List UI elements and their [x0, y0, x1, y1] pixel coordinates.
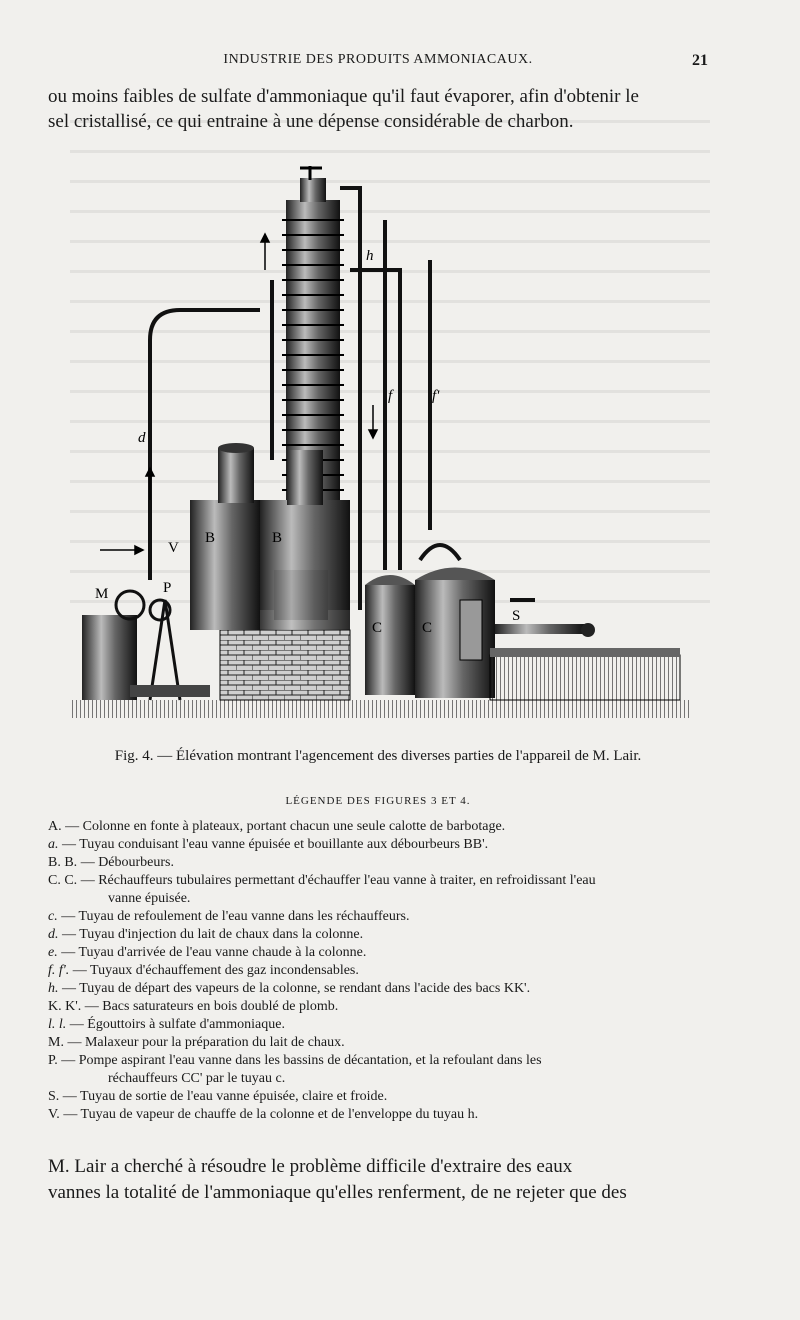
apparatus-engraving	[60, 160, 700, 730]
label-S: S	[512, 608, 521, 624]
legend-title: LÉGENDE DES FIGURES 3 ET 4.	[285, 795, 471, 807]
legend-key: V.	[48, 1107, 60, 1122]
legend-entry	[48, 962, 710, 980]
label-C-prime: C	[422, 620, 433, 636]
running-title: INDUSTRIE DES PRODUITS AMMONIACAUX.	[223, 52, 533, 67]
label-h: h	[366, 248, 374, 264]
legend-text: — Pompe aspirant l'eau vanne dans les bassins de décantation, et la refoulant dans les	[57, 1053, 542, 1068]
brick-foundation	[220, 630, 350, 700]
label-V: V	[168, 540, 179, 556]
label-d: d	[138, 430, 146, 446]
label-P: P	[163, 580, 172, 596]
mixer-M	[82, 591, 144, 700]
text-line: M. Lair a cherché à résoudre le problème difficile d'extraire des eaux	[48, 1156, 573, 1177]
legend-entry	[48, 872, 710, 908]
top-paragraph	[48, 84, 708, 134]
legend-text: — Tuyau de vapeur de chauffe de la colonne et de l'enveloppe du tuyau h.	[59, 1107, 479, 1122]
column-A	[282, 166, 344, 500]
legend-key: K. K'.	[48, 999, 82, 1014]
label-B: B	[205, 530, 216, 546]
legend-text: — Tuyau d'injection du lait de chaux dans la colonne.	[58, 927, 364, 942]
legend-text: — Tuyau d'arrivée de l'eau vanne chaude à la colonne.	[57, 945, 367, 960]
legend-key: S.	[48, 1089, 60, 1104]
saturator-tank	[490, 655, 680, 700]
legend-entry	[48, 908, 710, 926]
debourbeur-B	[190, 443, 260, 630]
legend-key: P.	[48, 1053, 58, 1068]
figure-apparatus	[60, 160, 700, 730]
legend-entry	[48, 836, 710, 854]
legend-entry	[48, 818, 710, 836]
figure-caption: Fig. 4. — Élévation montrant l'agencement des diverses parties de l'appareil de M. Lair.	[114, 748, 642, 764]
legend-entry	[48, 980, 710, 998]
legend-text: — Égouttoirs à sulfate d'ammoniaque.	[66, 1017, 285, 1032]
legend-key: c.	[48, 909, 58, 924]
legend-key: f. f'.	[48, 963, 70, 978]
legend-entry	[48, 854, 710, 872]
legend-entry	[48, 1034, 710, 1052]
legend-text: — Bacs saturateurs en bois doublé de plomb.	[81, 999, 339, 1014]
tank-rim	[490, 648, 680, 657]
label-f-prime: f'	[432, 388, 440, 404]
text-line: vannes la totalité de l'ammoniaque qu'elles renferment, de ne rejeter que des	[48, 1182, 627, 1203]
legend-key: e.	[48, 945, 58, 960]
legend-key: B. B.	[48, 855, 78, 870]
legend-text: — Réchauffeurs tubulaires permettant d'échauffer l'eau vanne à traiter, en refroidissant l'eau	[77, 873, 596, 888]
legend-key: l. l.	[48, 1017, 67, 1032]
legend-key: M.	[48, 1035, 64, 1050]
legend-entry	[48, 926, 710, 944]
legend-key: A.	[48, 819, 62, 834]
legend-key: h.	[48, 981, 59, 996]
legend-key: C. C.	[48, 873, 78, 888]
legend-entry	[48, 998, 710, 1016]
legend-entry	[48, 1016, 710, 1034]
text-line: ou moins faibles de sulfate d'ammoniaque qu'il faut évaporer, afin d'obtenir le	[48, 86, 639, 107]
page-number: 21	[692, 52, 708, 69]
legend-list	[48, 818, 710, 1124]
floor-base	[70, 700, 690, 718]
legend-text: — Malaxeur pour la préparation du lait de chaux.	[63, 1035, 345, 1050]
legend-key: d.	[48, 927, 59, 942]
legend-key: a.	[48, 837, 59, 852]
legend-text: — Tuyau de départ des vapeurs de la colonne, se rendant dans l'acide des bacs KK'.	[58, 981, 531, 996]
legend-text: — Tuyaux d'échauffement des gaz incondensables.	[69, 963, 359, 978]
legend-entry	[48, 1088, 710, 1106]
label-M: M	[95, 586, 109, 602]
outlet-pipe-S	[495, 623, 595, 637]
legend-continuation: vanne épuisée.	[108, 891, 191, 906]
label-C: C	[372, 620, 383, 636]
label-B-prime: B	[272, 530, 283, 546]
legend-continuation: réchauffeurs CC' par le tuyau c.	[108, 1071, 286, 1086]
legend-text: — Débourbeurs.	[77, 855, 174, 870]
text-line: sel cristallisé, ce qui entraine à une dépense considérable de charbon.	[48, 111, 574, 132]
legend-entry	[48, 1052, 710, 1088]
bottom-paragraph	[48, 1154, 710, 1206]
legend-text: — Colonne en fonte à plateaux, portant chacun une seule calotte de barbotage.	[61, 819, 506, 834]
legend-entry	[48, 1106, 710, 1124]
legend-text: — Tuyau de sortie de l'eau vanne épuisée, claire et froide.	[59, 1089, 388, 1104]
legend-text: — Tuyau conduisant l'eau vanne épuisée et bouillante aux débourbeurs BB'.	[58, 837, 489, 852]
legend-text: — Tuyau de refoulement de l'eau vanne dans les réchauffeurs.	[57, 909, 410, 924]
label-f: f	[388, 388, 393, 404]
legend-entry	[48, 944, 710, 962]
